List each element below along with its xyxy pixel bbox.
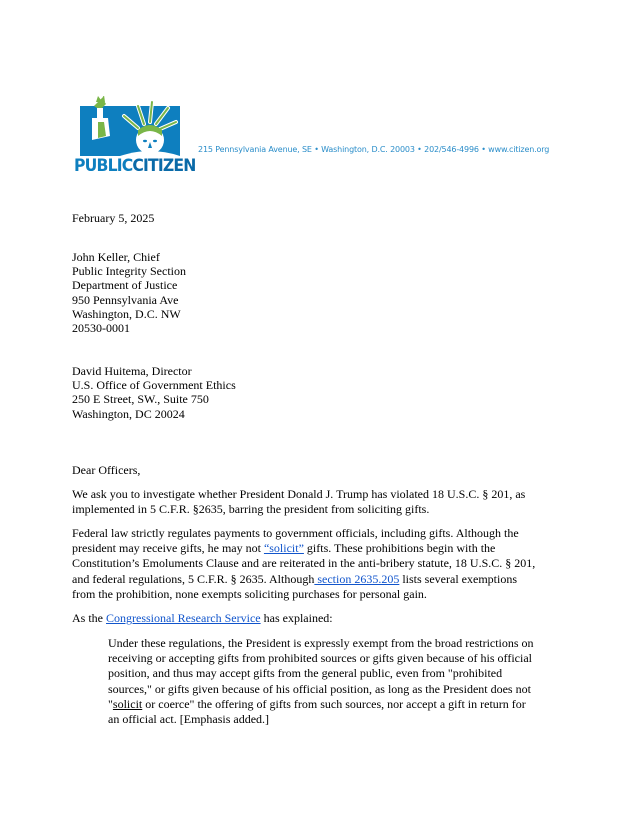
quote-line <box>108 697 556 712</box>
paragraph-line <box>72 541 558 556</box>
crs-block-quote <box>108 636 556 727</box>
salutation: Dear Officers, <box>72 463 141 477</box>
letterhead-address: 215 Pennsylvania Avenue, SE • Washington, D.C. 20003 • 202/546-4996 • www.citizen.org <box>198 145 550 154</box>
address-line: 950 Pennsylvania Ave <box>72 292 179 307</box>
paragraph-line: We ask you to investigate whether President Donald J. Trump has violated 18 U.S.C. § 201, as <box>72 487 526 501</box>
letter-date: February 5, 2025 <box>72 211 155 225</box>
quote-line: position, and thus may accept gifts from the general public, even from "prohibited <box>108 666 503 681</box>
address-line: Washington, D.C. NW <box>72 306 181 321</box>
text-run: and federal regulations, 5 C.F.R. § 2635. Although <box>72 571 315 586</box>
address-line: Department of Justice <box>72 278 178 293</box>
public-citizen-wordmark <box>74 155 196 177</box>
statue-of-liberty-icon <box>80 96 180 156</box>
paragraph-line <box>72 611 558 626</box>
quote-line: an official act. [Emphasis added.] <box>108 712 270 727</box>
address-line: John Keller, Chief <box>72 250 160 264</box>
quote-line: receiving or accepting gifts from prohibited sources or gifts given because of his official <box>108 651 532 666</box>
address-line: U.S. Office of Government Ethics <box>72 378 236 393</box>
text-run: lists several exemptions <box>399 571 517 586</box>
paragraph-line: Constitution’s Emoluments Clause and are reiterated in the anti-bribery statute, 18 U.S.C. § 201, <box>72 556 536 571</box>
paragraph-line: from the prohibition, none exempts soliciting purchases for personal gain. <box>72 586 427 601</box>
congressional-research-service-link[interactable]: Congressional Research Service <box>106 611 261 625</box>
address-line: David Huitema, Director <box>72 364 192 378</box>
public-citizen-logo <box>74 96 196 182</box>
quote-line: sources," or gifts given because of his official position, as long as the President does not <box>108 681 531 696</box>
text-run: " <box>108 696 113 711</box>
recipient-address-oge <box>72 364 236 421</box>
logo-word-public: PUBLIC <box>74 156 133 176</box>
paragraph-line: implemented in 5 C.F.R. §2635, barring the president from soliciting gifts. <box>72 502 430 517</box>
text-run: has explained: <box>260 611 333 625</box>
text-run: As the <box>72 611 106 625</box>
logo-word-citizen: CITIZEN <box>132 156 196 176</box>
solicit-emphasis: solicit <box>112 696 143 711</box>
text-run: president may receive gifts, he may not <box>72 541 264 556</box>
address-line: Public Integrity Section <box>72 264 186 279</box>
quote-line: Under these regulations, the President is expressly exempt from the broad restrictions on <box>108 636 534 650</box>
address-line: 20530-0001 <box>72 321 130 336</box>
paragraph-line <box>72 572 558 587</box>
address-line: 250 E Street, SW., Suite 750 <box>72 392 209 407</box>
text-run: or coerce" the offering of gifts from such sources, nor accept a gift in return for <box>142 696 526 711</box>
paragraph-request <box>72 487 558 517</box>
address-line: Washington, DC 20024 <box>72 406 185 421</box>
paragraph-crs-intro <box>72 611 558 626</box>
text-run: gifts. These prohibitions begin with the <box>303 541 496 556</box>
paragraph-federal-law <box>72 526 558 602</box>
solicit-link[interactable]: “solicit” <box>263 541 304 556</box>
section-2635-205-link[interactable]: section 2635.205 <box>314 571 400 586</box>
recipient-address-doj <box>72 250 186 335</box>
paragraph-line: Federal law strictly regulates payments to government officials, including gifts. Although the <box>72 526 519 540</box>
